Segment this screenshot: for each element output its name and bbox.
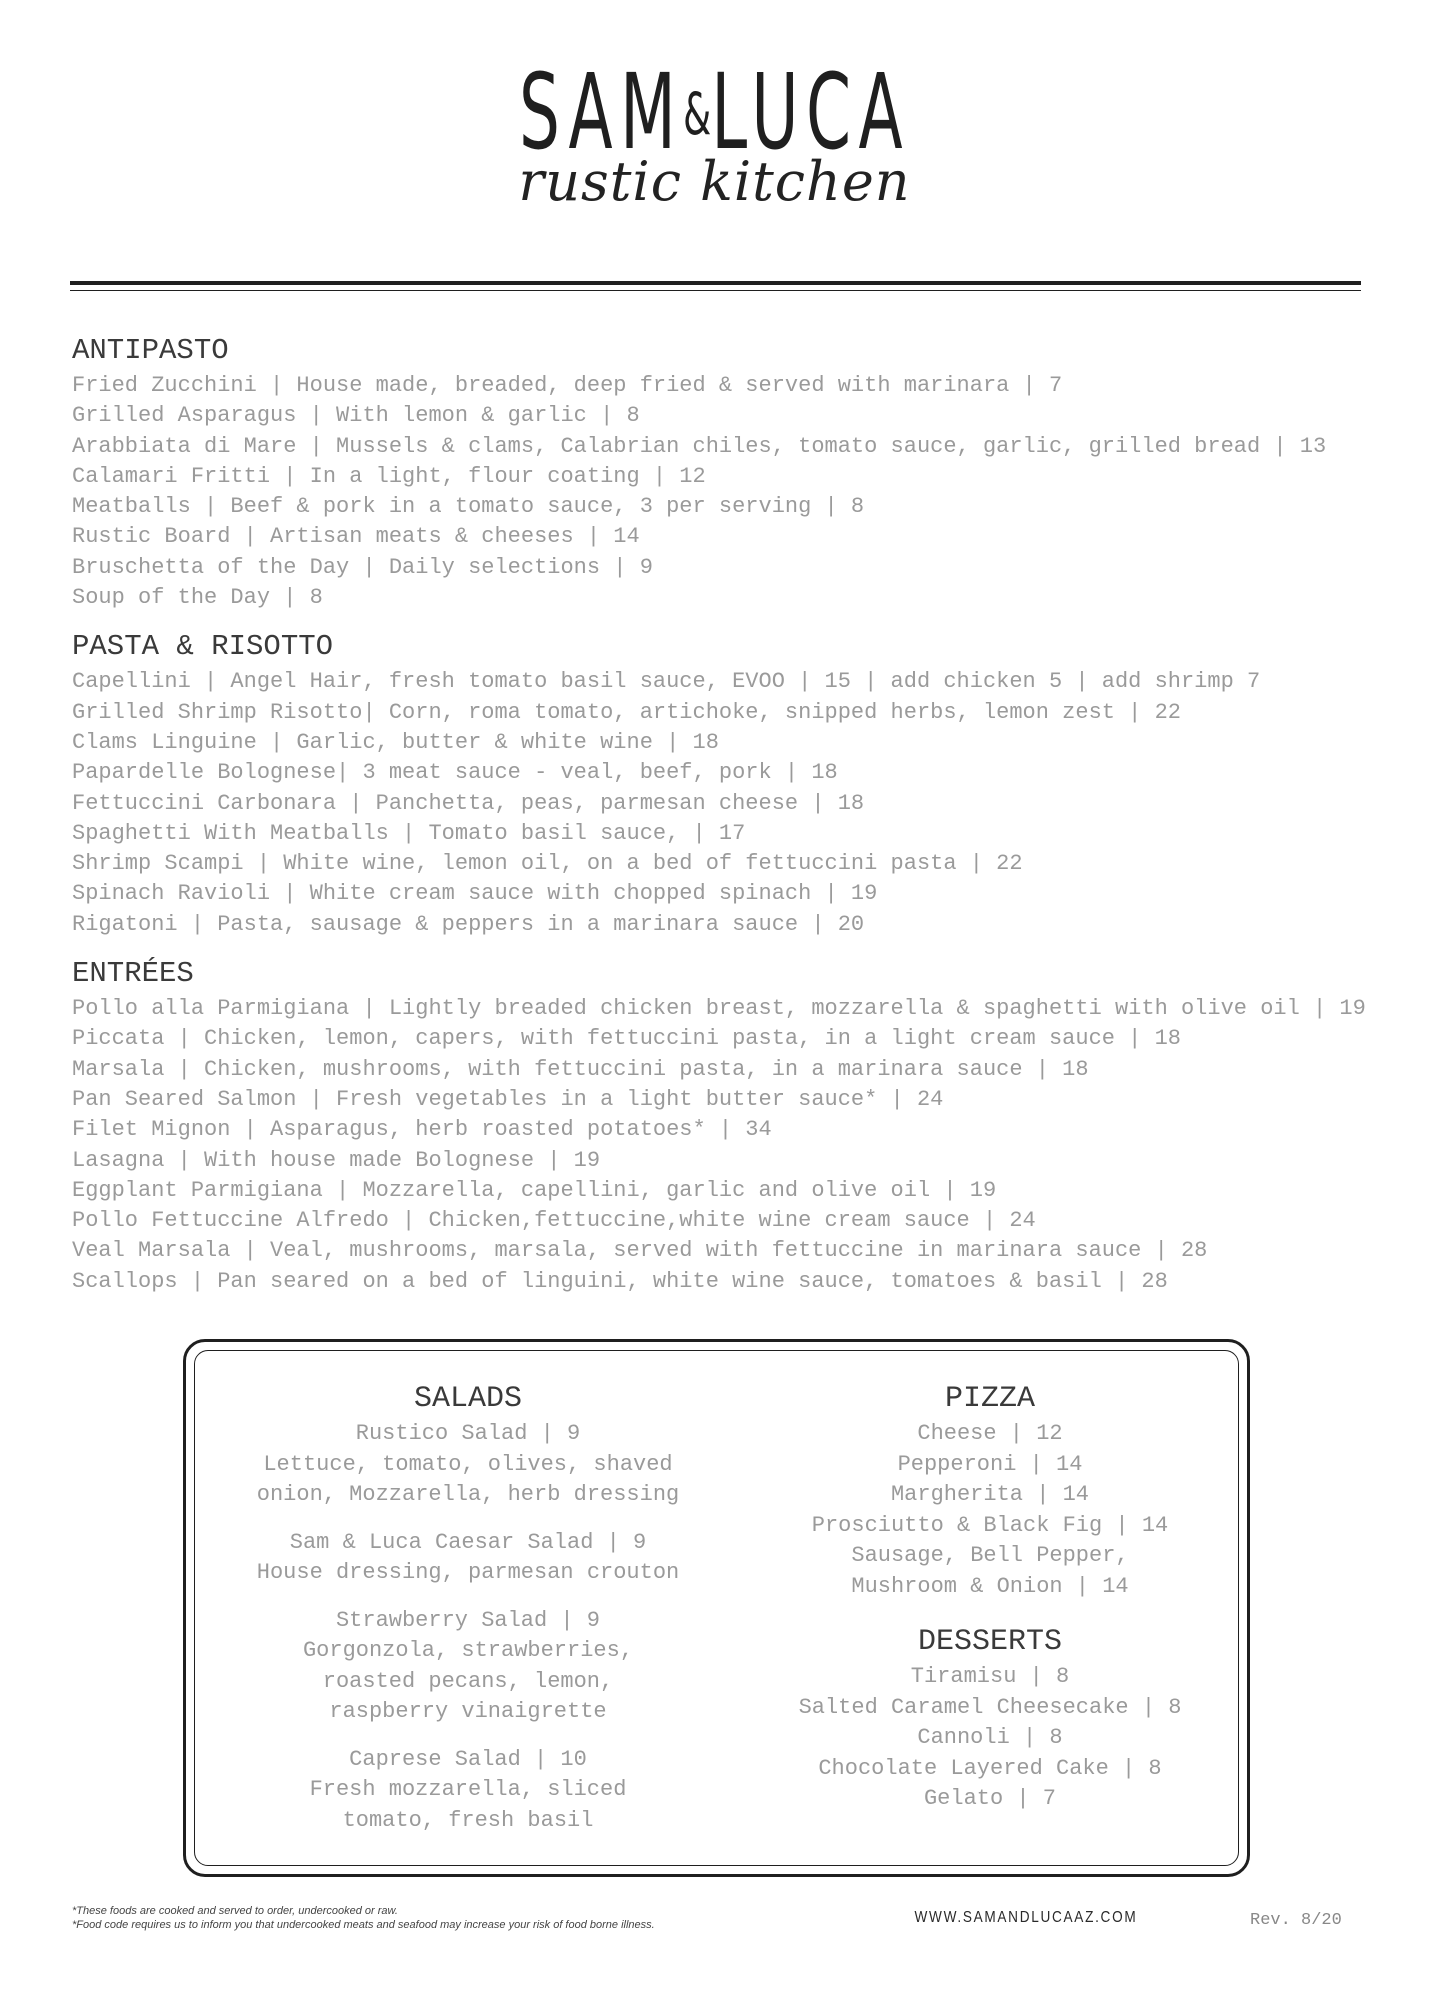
salad-description: onion, Mozzarella, herb dressing: [256, 1482, 680, 1507]
salad-name: Rustico Salad | 9: [355, 1421, 581, 1446]
menu-item: Capellini | Angel Hair, fresh tomato basil sauce, EVOO | 15 | add chicken 5 | add shrimp 7: [72, 669, 1261, 695]
section-title: ANTIPASTO: [72, 334, 229, 367]
desserts-title: DESSERTS: [917, 1625, 1063, 1659]
salad-description: roasted pecans, lemon,: [322, 1668, 614, 1694]
menu-item: Bruschetta of the Day | Daily selections | 9: [72, 554, 653, 580]
salad-description: raspberry vinaigrette: [329, 1699, 607, 1724]
menu-item: Papardelle Bolognese| 3 meat sauce - veal, beef, pork | 18: [72, 760, 838, 786]
footnotes: [72, 1904, 872, 1932]
desserts-list: [760, 1662, 1220, 1815]
salad-item: [213, 1745, 723, 1837]
salads-list: [213, 1419, 723, 1836]
footnote-food-code: *Food code requires us to inform you that undercooked meats and seafood may increase your risk of food borne illness.: [72, 1919, 655, 1931]
dessert-item: Cannoli | 8: [917, 1725, 1063, 1750]
salad-description: House dressing, parmesan crouton: [256, 1560, 680, 1585]
menu-item: Marsala | Chicken, mushrooms, with fettuccini pasta, in a marinara sauce | 18: [72, 1056, 1089, 1082]
salad-description: tomato, fresh basil: [342, 1807, 594, 1833]
menu-item: Pollo Fettuccine Alfredo | Chicken,fettuccine,white wine cream sauce | 24: [72, 1208, 1036, 1234]
menu-item: Filet Mignon | Asparagus, herb roasted potatoes* | 34: [72, 1117, 772, 1143]
section-title: ENTRÉES: [72, 957, 194, 991]
menu-item: Spinach Ravioli | White cream sauce with chopped spinach | 19: [72, 881, 878, 907]
salad-description: Lettuce, tomato, olives, shaved: [263, 1451, 673, 1477]
menu-sections: [72, 331, 1366, 1311]
pizza-list: [760, 1419, 1220, 1602]
logo-ampersand: &: [683, 80, 712, 148]
logo-right: LUCA: [711, 51, 911, 173]
pizza-item: Mushroom & Onion | 14: [851, 1573, 1129, 1599]
pizza-item: Prosciutto & Black Fig | 14: [811, 1512, 1169, 1538]
salad-description: Fresh mozzarella, sliced: [309, 1777, 627, 1802]
menu-item: Veal Marsala | Veal, mushrooms, marsala, served with fettuccine in marinara sauce | 28: [72, 1238, 1208, 1264]
dessert-item: Chocolate Layered Cake | 8: [818, 1755, 1162, 1781]
salads-column: [213, 1379, 723, 1853]
menu-item: Piccata | Chicken, lemon, capers, with fettuccini pasta, in a light cream sauce | 18: [72, 1026, 1181, 1052]
menu-item: Pollo alla Parmigiana | Lightly breaded chicken breast, mozzarella & spaghetti with olive oil | 19: [72, 996, 1366, 1022]
menu-section: [72, 954, 1366, 1297]
pizza-item: Sausage, Bell Pepper,: [851, 1543, 1129, 1568]
menu-item: Fried Zucchini | House made, breaded, deep fried & served with marinara | 7: [72, 373, 1063, 398]
dessert-item: Tiramisu | 8: [910, 1664, 1070, 1689]
header-divider-thick: [70, 281, 1361, 285]
logo: [0, 51, 1429, 173]
salad-item: [213, 1419, 723, 1511]
salad-item: [213, 1528, 723, 1589]
dessert-item: Salted Caramel Cheesecake | 8: [798, 1694, 1182, 1720]
logo-subtitle: rustic kitchen: [518, 150, 911, 213]
menu-item: Spaghetti With Meatballs | Tomato basil sauce, | 17: [72, 820, 746, 846]
menu-item: Shrimp Scampi | White wine, lemon oil, on a bed of fettuccini pasta | 22: [72, 851, 1023, 877]
menu-item: Grilled Shrimp Risotto| Corn, roma tomato, artichoke, snipped herbs, lemon zest | 22: [72, 699, 1181, 725]
pizza-desserts-column: [760, 1379, 1220, 1815]
salad-name: Caprese Salad | 10: [349, 1746, 587, 1772]
pizza-title: PIZZA: [944, 1382, 1035, 1416]
revision-label: Rev. 8/20: [1250, 1911, 1342, 1930]
pizza-item: Cheese | 12: [917, 1421, 1063, 1446]
salad-item: [213, 1606, 723, 1728]
header-divider-thin: [70, 290, 1361, 291]
menu-item: Rustic Board | Artisan meats & cheeses | 14: [72, 524, 640, 550]
menu-item: Pan Seared Salmon | Fresh vegetables in a light butter sauce* | 24: [72, 1086, 944, 1112]
website-link[interactable]: WWW.SAMANDLUCAAZ.COM: [914, 1909, 1138, 1926]
logo-left: SAM: [518, 51, 684, 173]
menu-item: Rigatoni | Pasta, sausage & peppers in a marinara sauce | 20: [72, 911, 865, 937]
footnote-cooked-to-order: *These foods are cooked and served to order, undercooked or raw.: [72, 1905, 398, 1917]
menu-section: [72, 331, 1362, 613]
menu-item: Soup of the Day | 8: [72, 585, 323, 611]
logo-wordmark: [272, 51, 1158, 173]
menu-item: Eggplant Parmigiana | Mozzarella, capellini, garlic and olive oil | 19: [72, 1177, 997, 1203]
menu-item: Calamari Fritti | In a light, flour coating | 12: [72, 463, 706, 489]
menu-item: Scallops | Pan seared on a bed of linguini, white wine sauce, tomatoes & basil | 28: [72, 1268, 1168, 1294]
menu-item: Lasagna | With house made Bolognese | 19: [72, 1147, 601, 1173]
section-title: PASTA & RISOTTO: [72, 630, 334, 664]
menu-item: Fettuccini Carbonara | Panchetta, peas, parmesan cheese | 18: [72, 790, 865, 816]
salads-title: SALADS: [413, 1382, 523, 1416]
salad-name: Sam & Luca Caesar Salad | 9: [289, 1529, 647, 1555]
dessert-item: Gelato | 7: [923, 1786, 1057, 1811]
salad-description: Gorgonzola, strawberries,: [302, 1638, 634, 1663]
menu-item: Grilled Asparagus | With lemon & garlic | 8: [72, 403, 640, 429]
pizza-item: Margherita | 14: [890, 1482, 1090, 1507]
salad-name: Strawberry Salad | 9: [335, 1607, 601, 1633]
menu-item: Arabbiata di Mare | Mussels & clams, Calabrian chiles, tomato sauce, garlic, grilled bread | 13: [72, 433, 1327, 459]
menu-item: Clams Linguine | Garlic, butter & white wine | 18: [72, 729, 719, 755]
pizza-item: Pepperoni | 14: [897, 1451, 1083, 1477]
menu-section: [72, 627, 1362, 940]
menu-item: Meatballs | Beef & pork in a tomato sauce, 3 per serving | 8: [72, 494, 865, 520]
